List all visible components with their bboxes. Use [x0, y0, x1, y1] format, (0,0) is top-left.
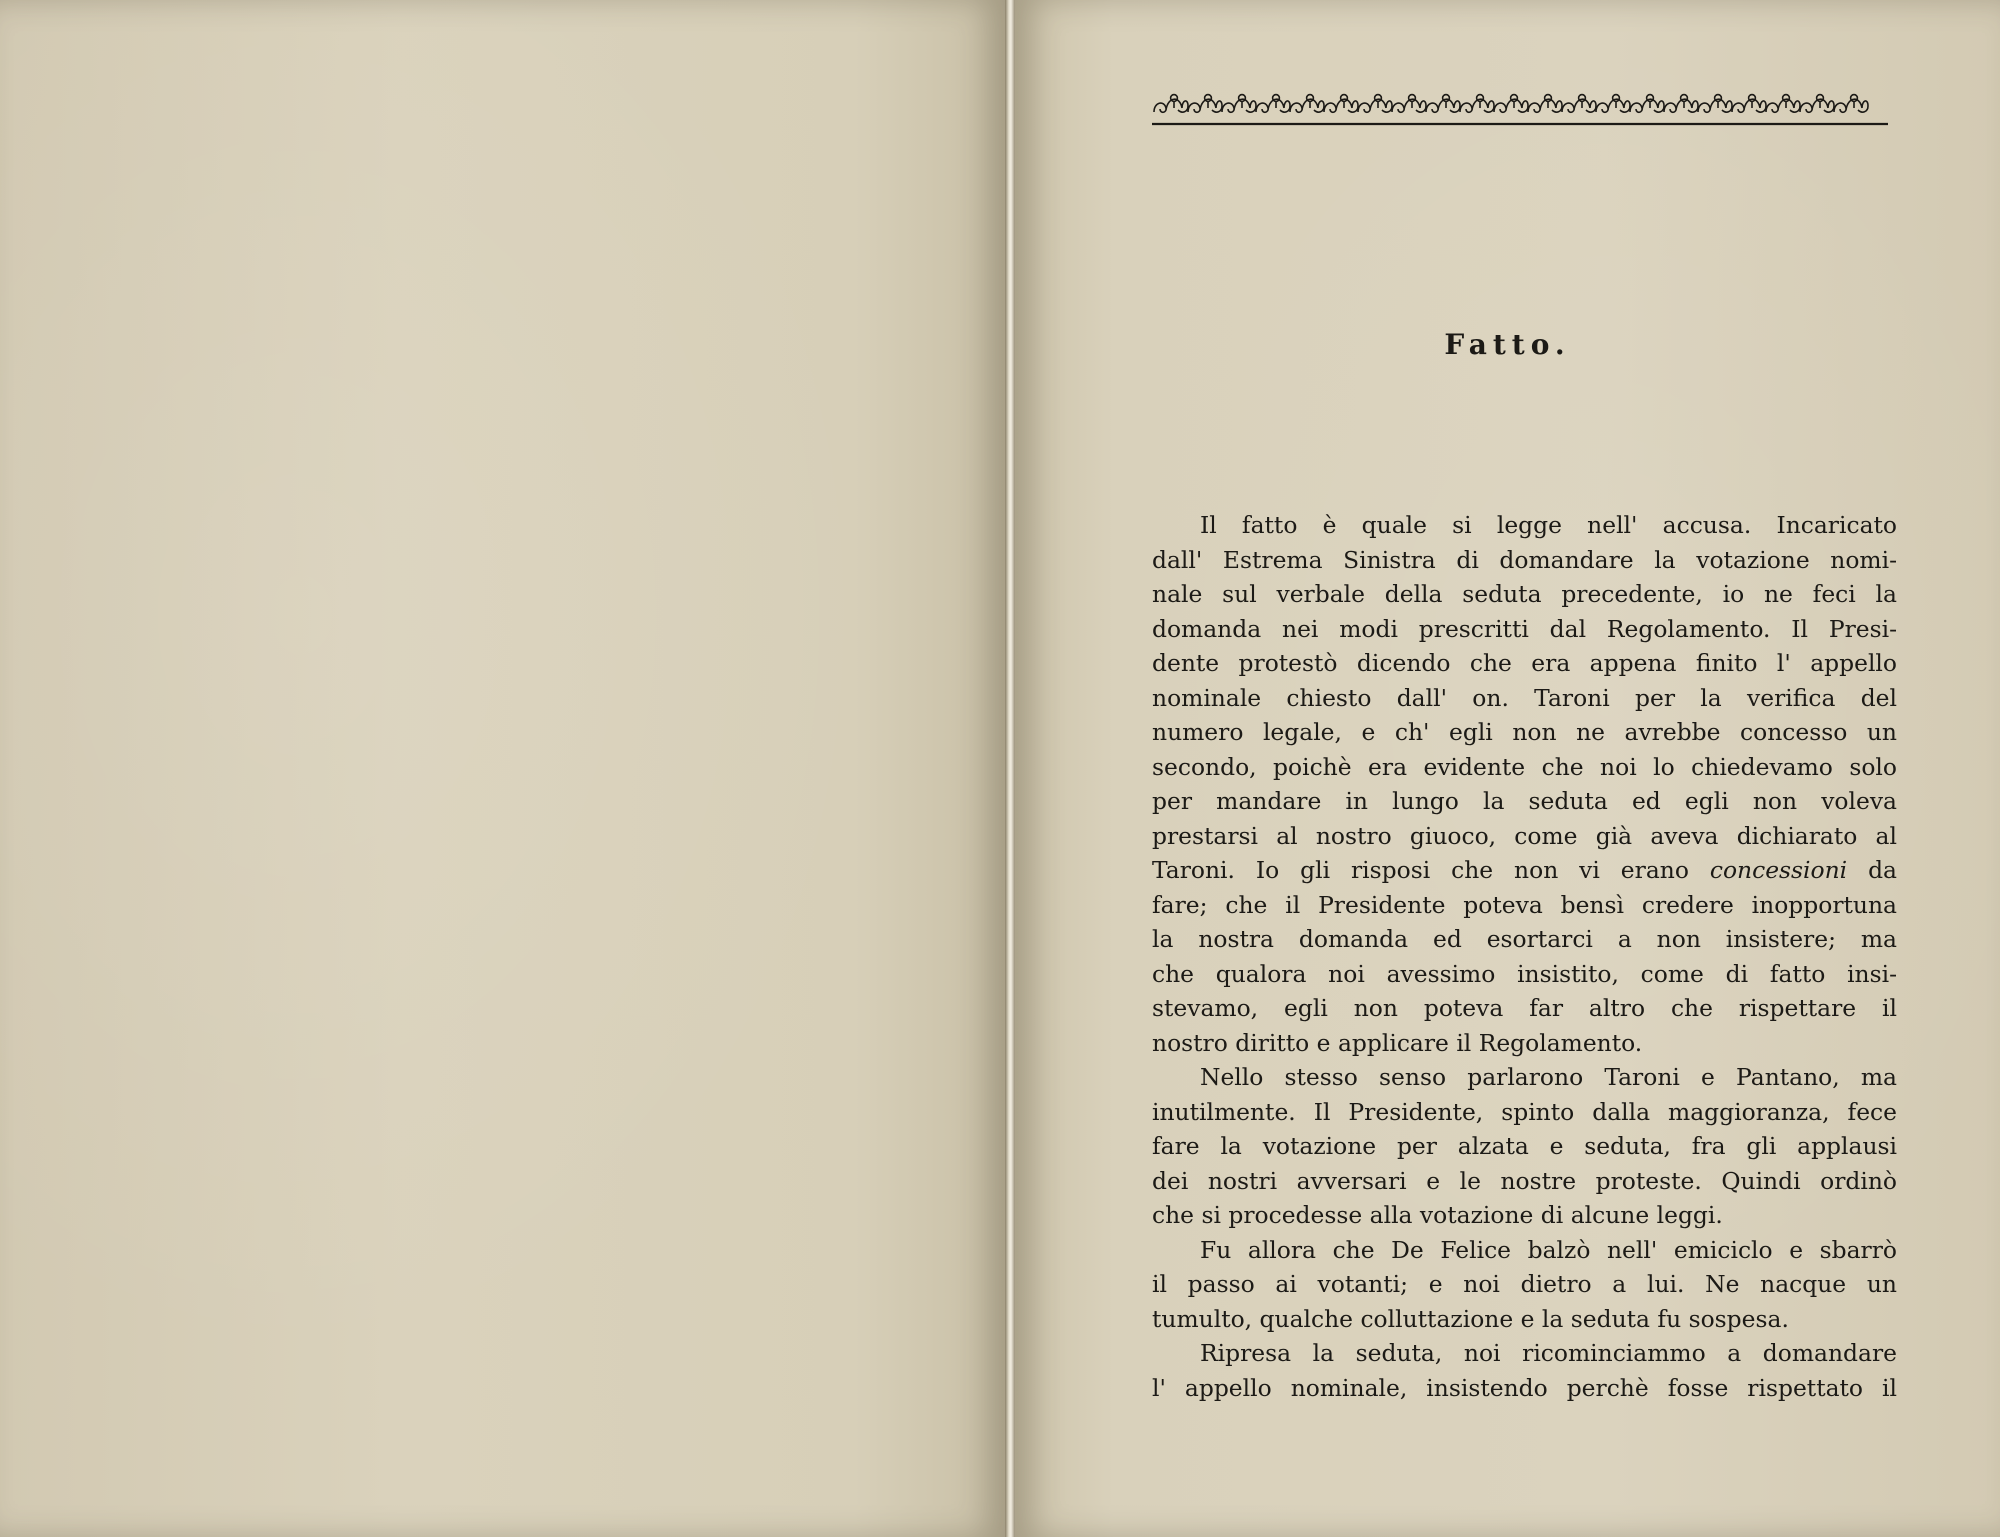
text-line: secondo, poichè era evidente che noi lo chiedevamo solo [1152, 752, 1897, 781]
book-gutter [1005, 0, 1015, 1537]
text-line: fare; che il Presidente poteva bensì credere inopportuna [1152, 890, 1897, 919]
text-line: dente protestò dicendo che era appena finito l' appello [1152, 649, 1897, 677]
paragraph-3 [1152, 1233, 1897, 1337]
decorative-scroll-border-icon [1150, 84, 1890, 128]
text-line: il passo ai votanti; e noi dietro a lui. Ne nacque un [1152, 1270, 1897, 1298]
text-line: Il fatto è quale si legge nell' accusa. Incaricato [1200, 511, 1897, 539]
text-line: nale sul verbale della seduta precedente, io ne feci la [1152, 580, 1897, 608]
text-line: Nello stesso senso parlarono Taroni e Pantano, ma [1200, 1063, 1897, 1091]
text-line: per mandare in lungo la seduta ed egli non voleva [1152, 787, 1897, 815]
text-line: numero legale, e ch' egli non ne avrebbe concesso un [1152, 718, 1897, 746]
text-line-with-italic: Taroni. Io gli risposi che non vi erano concessioni da [1152, 856, 1897, 884]
text-line: inutilmente. Il Presidente, spinto dalla maggioranza, fece [1152, 1097, 1897, 1126]
text-line: stevamo, egli non poteva far altro che rispettare il [1152, 994, 1897, 1022]
text-line: l' appello nominale, insistendo perchè fosse rispettato il [1152, 1373, 1897, 1402]
text-line: che si procedesse alla votazione di alcune leggi. [1152, 1201, 1723, 1229]
right-page [1015, 0, 2000, 1537]
text-line: dei nostri avversari e le nostre proteste. Quindi ordinò [1152, 1166, 1897, 1195]
text-line: che qualora noi avessimo insistito, come di fatto insi- [1152, 959, 1897, 988]
text-line: fare la votazione per alzata e seduta, fra gli applausi [1152, 1132, 1897, 1160]
text-line: la nostra domanda ed esortarci a non insistere; ma [1152, 925, 1897, 953]
text-line: Ripresa la seduta, noi ricominciammo a domandare [1200, 1339, 1897, 1367]
text-line: domanda nei modi prescritti dal Regolamento. Il Presi- [1152, 614, 1897, 643]
text-line: tumulto, qualche colluttazione e la seduta fu sospesa. [1152, 1304, 1789, 1333]
text-line: prestarsi al nostro giuoco, come già aveva dichiarato al [1152, 821, 1897, 850]
paragraph-4 [1152, 1336, 1897, 1405]
body-text [1152, 508, 1897, 1405]
text-line: dall' Estrema Sinistra di domandare la votazione nomi- [1152, 545, 1897, 574]
page-heading: Fatto. [1444, 328, 1571, 361]
paragraph-1 [1152, 508, 1897, 1060]
paragraph-2 [1152, 1060, 1897, 1233]
text-line: Fu allora che De Felice balzò nell' emiciclo e sbarrò [1200, 1235, 1897, 1264]
text-line: nominale chiesto dall' on. Taroni per la verifica del [1152, 683, 1897, 712]
text-line: nostro diritto e applicare il Regolamento. [1152, 1028, 1643, 1057]
